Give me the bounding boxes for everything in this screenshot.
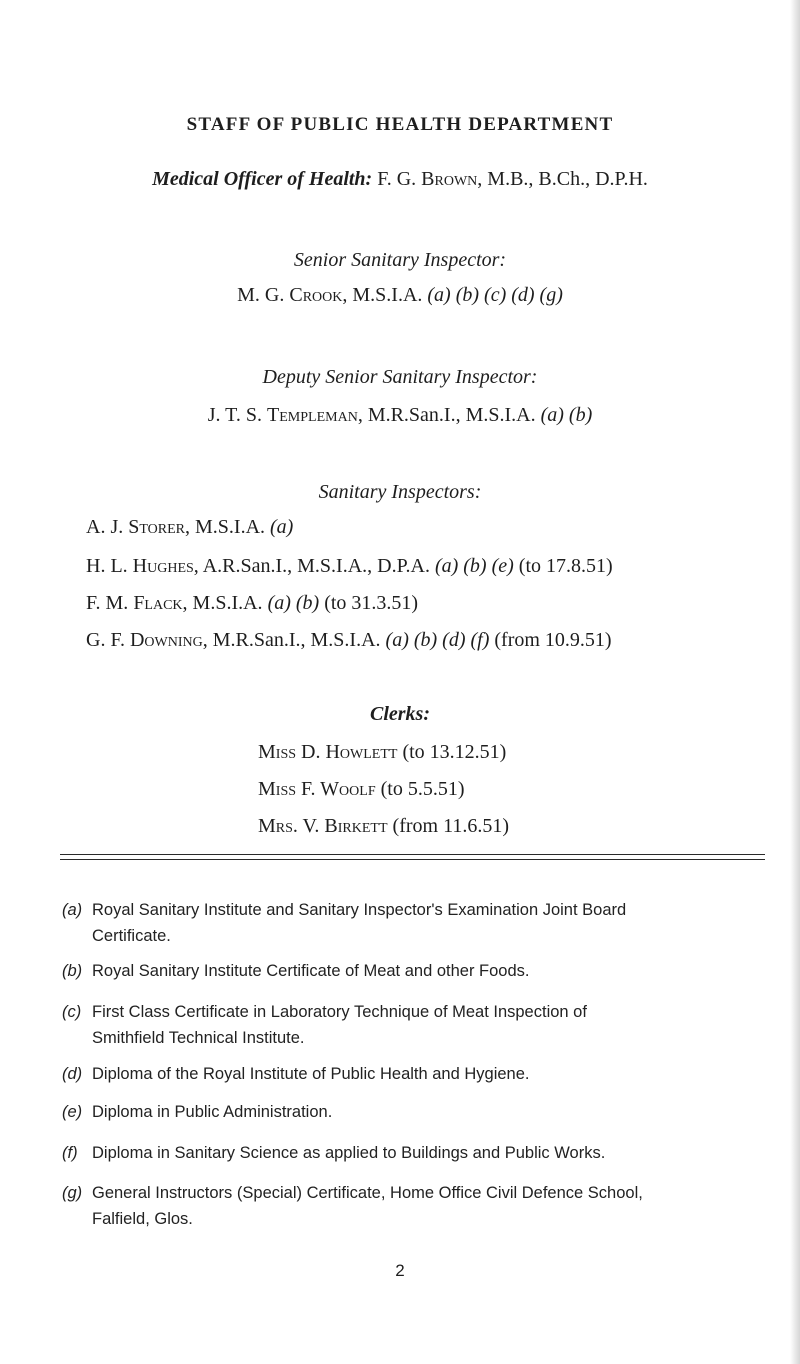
inspector-initials: A. J. (86, 516, 129, 538)
footnote-text: Royal Sanitary Institute Certificate of Meat and other Foods. (92, 962, 530, 980)
deputy-initials: J. T. S. (207, 404, 268, 426)
clerk-name: Mrs. V. Birkett (258, 815, 388, 837)
footnote (62, 1180, 752, 1232)
inspector-quals: , M.S.I.A. (185, 516, 271, 538)
senior-line (0, 284, 800, 307)
clerk-name: Miss F. Woolf (258, 778, 376, 800)
clerk-note: (to 5.5.51) (375, 778, 465, 800)
inspector-entry (86, 592, 418, 615)
footnote-mark: (c) (62, 1003, 82, 1021)
inspector-note: (to 31.3.51) (319, 592, 419, 614)
inspector-note: (to 17.8.51) (513, 555, 613, 577)
clerk-entry (258, 815, 509, 838)
footnote (62, 958, 752, 984)
inspectors-heading: Sanitary Inspectors: (318, 481, 482, 503)
inspector-initials: F. M. (86, 592, 134, 614)
moh-line (0, 168, 800, 191)
inspector-initials: H. L. (86, 555, 133, 577)
inspector-surname: Flack (133, 592, 183, 614)
footnote (62, 1061, 752, 1087)
footnote-text: General Instructors (Special) Certificate, Home Office Civil Defence School, (92, 1184, 643, 1202)
footnote (62, 897, 752, 949)
inspector-codes: (a) (b) (d) (f) (385, 629, 490, 651)
deputy-line (0, 404, 800, 427)
inspector-codes: (a) (b) (267, 592, 320, 614)
footnote-text: Diploma in Sanitary Science as applied to Buildings and Public Works. (92, 1144, 606, 1162)
inspector-entry (86, 629, 612, 652)
footnote-mark: (f) (62, 1144, 78, 1162)
footnote (62, 1099, 752, 1125)
footnote-mark: (e) (62, 1103, 83, 1121)
inspector-entry (86, 555, 613, 578)
senior-surname: Crook (289, 284, 343, 306)
inspector-codes: (a) (b) (e) (434, 555, 514, 577)
clerk-entry (258, 778, 465, 801)
senior-initials: M. G. (237, 284, 290, 306)
footnote-mark: (a) (62, 901, 83, 919)
footnote-text: Diploma in Public Administration. (92, 1103, 333, 1121)
inspector-note: (from 10.9.51) (489, 629, 612, 651)
inspector-quals: , M.R.San.I., M.S.I.A. (202, 629, 386, 651)
footnote-mark: (b) (62, 962, 83, 980)
senior-codes: (a) (b) (c) (d) (g) (427, 284, 563, 306)
deputy-quals: , M.R.San.I., M.S.I.A. (357, 404, 541, 426)
footnote (62, 1140, 752, 1166)
divider-rule (60, 854, 765, 855)
inspector-quals: , A.R.San.I., M.S.I.A., D.P.A. (193, 555, 435, 577)
inspector-entry (86, 516, 293, 539)
page-edge-shadow (790, 0, 800, 1364)
inspector-quals: , M.S.I.A. (182, 592, 268, 614)
inspector-codes: (a) (270, 516, 294, 538)
moh-name: F. G. Brown (377, 168, 478, 190)
footnote-text: First Class Certificate in Laboratory Technique of Meat Inspection of (92, 1003, 587, 1021)
clerk-name: Miss D. Howlett (258, 741, 398, 763)
divider-rule (60, 859, 765, 860)
inspector-surname: Storer (128, 516, 185, 538)
senior-heading: Senior Sanitary Inspector: (293, 249, 507, 271)
footnote-mark: (d) (62, 1065, 83, 1083)
footnote (62, 999, 752, 1051)
footnote-continuation: Smithfield Technical Institute. (92, 1029, 305, 1047)
footnote-text: Diploma of the Royal Institute of Public Health and Hygiene. (92, 1065, 530, 1083)
inspector-surname: Downing (129, 629, 203, 651)
moh-quals: , M.B., B.Ch., D.P.H. (477, 168, 648, 190)
deputy-surname: Templeman (267, 404, 358, 426)
page-title: STAFF OF PUBLIC HEALTH DEPARTMENT (186, 114, 614, 135)
clerk-note: (from 11.6.51) (387, 815, 509, 837)
footnote-text: Royal Sanitary Institute and Sanitary Inspector's Examination Joint Board (92, 901, 627, 919)
senior-quals: , M.S.I.A. (342, 284, 428, 306)
footnote-continuation: Falfield, Glos. (92, 1210, 193, 1228)
deputy-heading: Deputy Senior Sanitary Inspector: (262, 366, 538, 388)
inspector-surname: Hughes (132, 555, 194, 577)
clerk-note: (to 13.12.51) (397, 741, 507, 763)
footnote-continuation: Certificate. (92, 927, 171, 945)
clerks-heading: Clerks: (370, 703, 430, 725)
deputy-codes: (a) (b) (540, 404, 593, 426)
moh-label: Medical Officer of Health: (152, 168, 373, 190)
page-number: 2 (395, 1261, 405, 1280)
inspector-initials: G. F. (86, 629, 130, 651)
clerk-entry (258, 741, 506, 764)
footnote-mark: (g) (62, 1184, 83, 1202)
